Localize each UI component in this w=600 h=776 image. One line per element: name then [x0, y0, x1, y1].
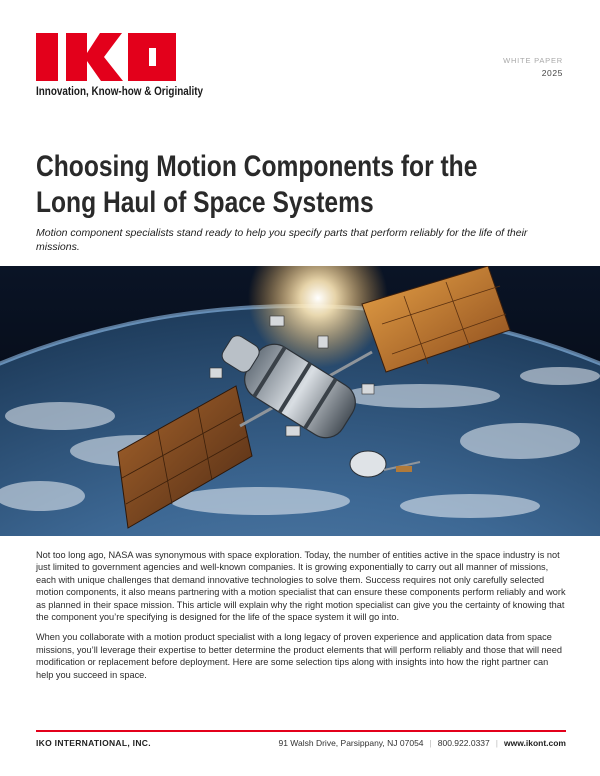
brand-tagline: Innovation, Know-how & Originality: [36, 86, 204, 98]
footer-phone[interactable]: 800.922.0337: [437, 738, 490, 748]
body-paragraph: When you collaborate with a motion product specialist with a long legacy of proven experience and application data from space missions, you’ll leverage their expertise to better determine the product elements that will perform reliably and those that will need modification or replacement before deployment. Here are some selection tips along with insights into how the right partner can help you succeed in space.: [36, 632, 562, 680]
page-title: [36, 149, 495, 221]
footer-address: 91 Walsh Drive, Parsippany, NJ 07054: [278, 738, 424, 748]
footer-contact: [278, 738, 566, 748]
hero-satellite-image: [0, 266, 600, 536]
footer-divider: [36, 730, 566, 732]
title-line-1: Choosing Motion Components for the: [36, 150, 478, 183]
footer-separator: |: [495, 738, 498, 748]
page-subtitle: Motion component specialists stand ready to help you specify parts that perform reliably for the life of their missions.: [36, 227, 528, 253]
footer-website-link[interactable]: www.ikont.com: [503, 738, 566, 748]
title-line-2: Long Haul of Space Systems: [36, 186, 374, 219]
document-type-label: WHITE PAPER: [503, 56, 563, 65]
article-body: [36, 549, 566, 689]
footer-separator: |: [429, 738, 432, 748]
body-paragraph: Not too long ago, NASA was synonymous with space exploration. Today, the number of entities active in the space industry is not just limited to government agencies and well-known companies. It is growing exponentially to carry out all manner of missions, each with unique challenges that demand innovative technologies to solve them. Success requires not only carefully selected motion components, it also means partnering with a motion specialist that can ensure these components perform reliably and work as planned in their space mission. This article will explain why the right motion specialist can give you the certainty of knowing that the component you’re specifying is designed for the life of the space system it will go into.: [36, 550, 566, 623]
page-footer: [36, 738, 566, 752]
iko-logo: [36, 33, 176, 81]
document-year: 2025: [541, 68, 563, 78]
footer-company-name: IKO INTERNATIONAL, INC.: [36, 738, 151, 748]
